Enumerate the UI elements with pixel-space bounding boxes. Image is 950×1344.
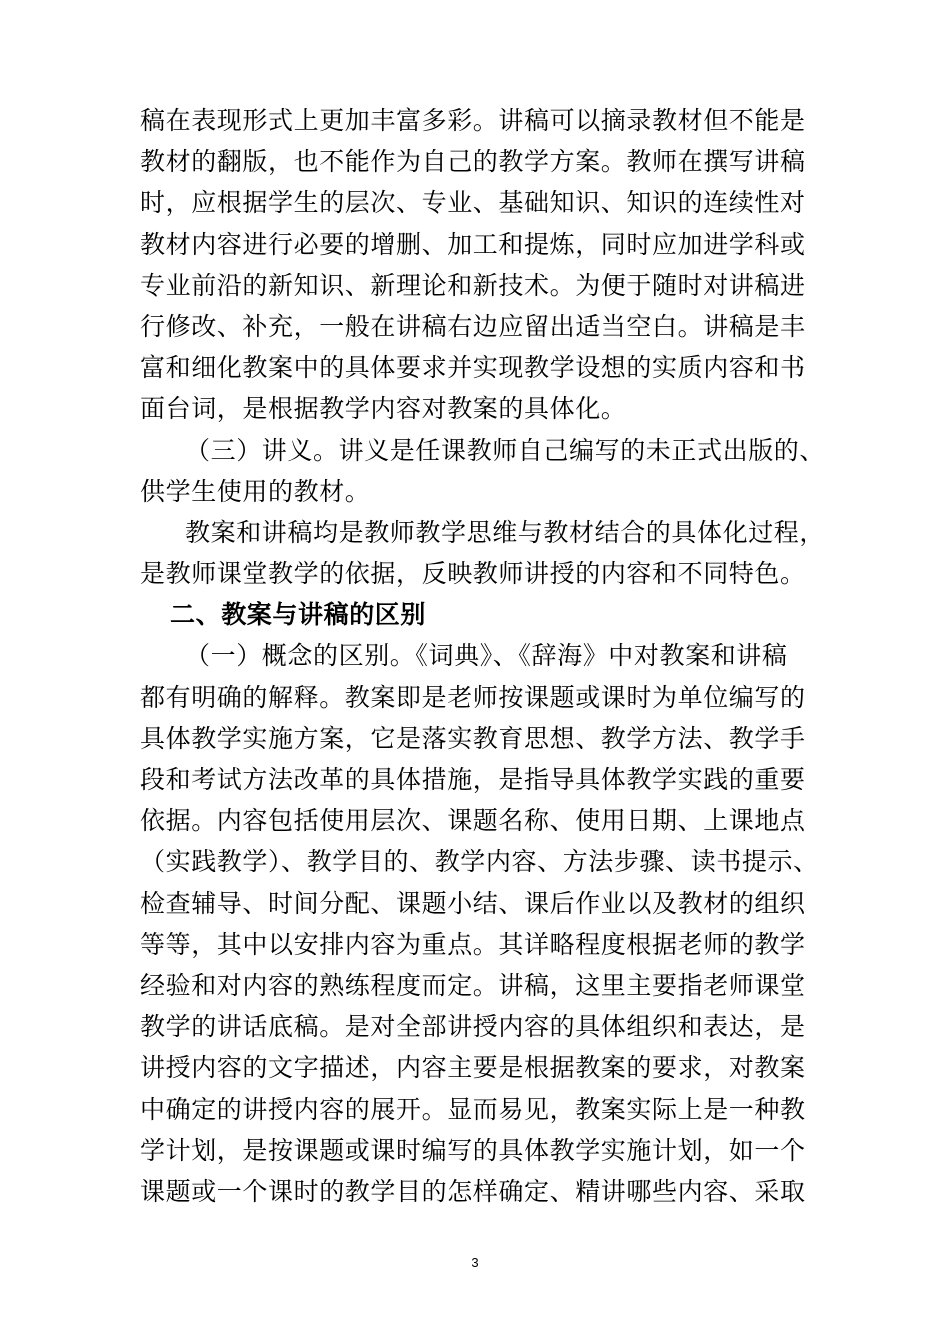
text-line: 教案和讲稿均是教师教学思维与教材结合的具体化过程，: [185, 517, 826, 547]
text-line: （实践教学）、教学目的、教学内容、方法步骤、读书提示、: [140, 847, 819, 877]
text-line: 具体教学实施方案，它是落实教育思想、教学方法、教学手: [140, 723, 806, 753]
text-line: 中确定的讲授内容的展开。显而易见，教案实际上是一种教: [140, 1094, 806, 1124]
text-line: 教材的翻版，也不能作为自己的教学方案。教师在撰写讲稿: [140, 147, 806, 177]
section-heading: 二、教案与讲稿的区别: [170, 600, 427, 630]
text-line: 时，应根据学生的层次、专业、基础知识、知识的连续性对: [140, 188, 806, 218]
text-line: 稿在表现形式上更加丰富多彩。讲稿可以摘录教材但不能是: [140, 106, 806, 135]
text-line: （三）讲义。讲义是任课教师自己编写的未正式出版的、: [185, 435, 826, 465]
text-line: 课题或一个课时的教学目的怎样确定、精讲哪些内容、采取: [140, 1176, 806, 1206]
text-line: 等等，其中以安排内容为重点。其详略程度根据老师的教学: [140, 929, 806, 959]
text-line: 专业前沿的新知识、新理论和新技术。为便于随时对讲稿进: [140, 270, 806, 300]
text-line: 富和细化教案中的具体要求并实现教学设想的实质内容和书: [140, 353, 806, 383]
page-number: 3: [471, 1255, 479, 1270]
text-line: 行修改、补充，一般在讲稿右边应留出适当空白。讲稿是丰: [140, 311, 806, 341]
text-line: 学计划，是按课题或课时编写的具体教学实施计划，如一个: [140, 1135, 806, 1165]
body-text: [140, 100, 830, 1212]
text-line: 依据。内容包括使用层次、课题名称、使用日期、上课地点: [140, 806, 806, 836]
text-line: （一）概念的区别。《词典》、《辞海》中对教案和讲稿: [185, 641, 788, 671]
text-line: 教学的讲话底稿。是对全部讲授内容的具体组织和表达，是: [140, 1012, 806, 1042]
text-line: 都有明确的解释。教案即是老师按课题或课时为单位编写的: [140, 682, 806, 712]
text-line: 讲授内容的文字描述，内容主要是根据教案的要求，对教案: [140, 1053, 806, 1083]
text-line: 面台词，是根据教学内容对教案的具体化。: [140, 394, 627, 424]
text-line: 段和考试方法改革的具体措施，是指导具体教学实践的重要: [140, 765, 806, 794]
text-line: 检查辅导、时间分配、课题小结、课后作业以及教材的组织: [140, 888, 806, 918]
text-line: 教材内容进行必要的增删、加工和提炼，同时应加进学科或: [140, 229, 806, 259]
text-line: 经验和对内容的熟练程度而定。讲稿，这里主要指老师课堂: [140, 970, 806, 1000]
text-line: 供学生使用的教材。: [140, 476, 371, 506]
text-line: 是教师课堂教学的依据，反映教师讲授的内容和不同特色。: [140, 559, 806, 589]
